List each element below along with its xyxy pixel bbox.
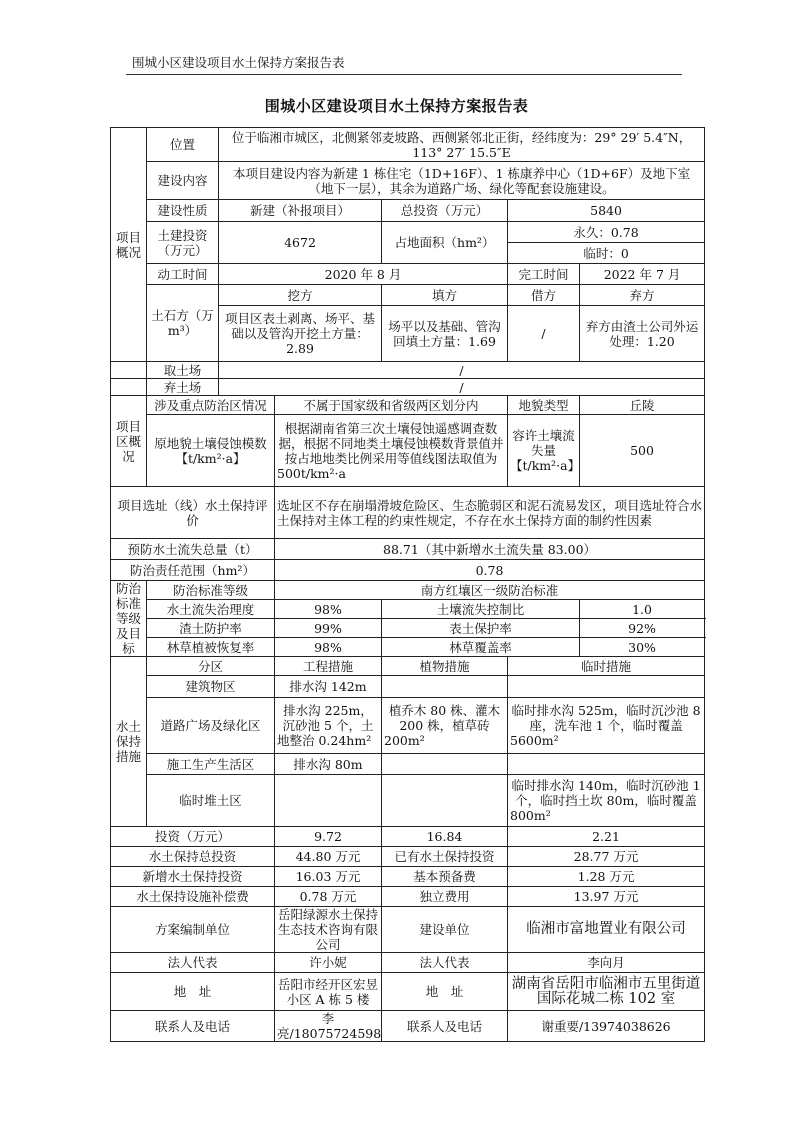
earthwork-label: 土石方（万 m³） bbox=[147, 285, 219, 362]
borrow-label: 借方 bbox=[508, 285, 580, 306]
level-label: 防治标准等级 bbox=[147, 581, 275, 600]
overview-section-cont2 bbox=[111, 379, 147, 396]
spoil-value: 弃方由渣土公司外运处理：1.20 bbox=[580, 306, 705, 362]
civil-invest-value: 4672 bbox=[219, 222, 382, 264]
existing-value: 28.77 万元 bbox=[508, 847, 705, 867]
measure-plant bbox=[382, 676, 508, 698]
borrow-value: / bbox=[508, 306, 580, 362]
measures-h-zone: 分区 bbox=[147, 657, 275, 676]
area-temporary: 临时：0 bbox=[508, 243, 705, 264]
document-title: 围城小区建设项目水土保持方案报告表 bbox=[264, 97, 529, 115]
zone-label: 涉及重点防治区情况 bbox=[147, 396, 275, 415]
measure-temp bbox=[508, 754, 705, 775]
resp-label: 防治责任范围（hm²） bbox=[111, 560, 275, 581]
total-invest-value: 5840 bbox=[508, 200, 705, 222]
std-c: 土壤流失控制比 bbox=[382, 600, 580, 619]
finish-label: 完工时间 bbox=[508, 264, 580, 285]
rep-label: 法人代表 bbox=[111, 953, 275, 973]
cut-label: 挖方 bbox=[219, 285, 382, 306]
landform-value: 丘陵 bbox=[580, 396, 705, 415]
comp-value: 0.78 万元 bbox=[275, 887, 382, 907]
std-a: 渣土防护率 bbox=[147, 619, 275, 638]
start-label: 动工时间 bbox=[147, 264, 219, 285]
loss-label: 预防水土流失总量（t） bbox=[111, 539, 275, 560]
std-a: 林草植被恢复率 bbox=[147, 638, 275, 657]
spoil-site-label: 弃土场 bbox=[147, 379, 219, 396]
addr1-value: 岳阳市经开区宏昱小区 A 栋 5 楼 bbox=[275, 973, 382, 1011]
std-b: 99% bbox=[275, 619, 382, 638]
start-value: 2020 年 8 月 bbox=[219, 264, 508, 285]
nature-value: 新建（补报项目） bbox=[219, 200, 382, 222]
total-value: 44.80 万元 bbox=[275, 847, 382, 867]
nature-label: 建设性质 bbox=[147, 200, 219, 222]
area-info-section-label: 项目区概况 bbox=[111, 396, 147, 487]
measure-eng bbox=[275, 775, 382, 827]
measure-zone: 道路广场及绿化区 bbox=[147, 698, 275, 754]
builder-label: 建设单位 bbox=[382, 907, 508, 953]
standard-section-label: 防治标准等级及目标 bbox=[111, 581, 147, 657]
addr-label: 地 址 bbox=[111, 973, 275, 1011]
measure-temp: 临时排水沟 140m，临时沉砂池 1 个，临时挡土坎 80m，临时覆盖 800m² bbox=[508, 775, 705, 827]
contact1-value: 李亮/18075724598 bbox=[275, 1011, 382, 1042]
addr-label-2: 地 址 bbox=[382, 973, 508, 1011]
site-eval-value: 选址区不存在崩塌滑坡危险区、生态脆弱区和泥石流易发区，项目选址符合水土保持对主体工程的约束性规定，不存在水土保持方面的制约性因素 bbox=[275, 487, 705, 539]
level-value: 南方红壤区一级防治标准 bbox=[275, 581, 705, 600]
civil-invest-label: 土建投资（万元） bbox=[147, 222, 219, 264]
cut-value: 项目区表土剥离、场平、基础以及管沟开挖土方量：2.89 bbox=[219, 306, 382, 362]
compiler-label: 方案编制单位 bbox=[111, 907, 275, 953]
std-d: 92% bbox=[580, 619, 705, 638]
total-label: 水土保持总投资 bbox=[111, 847, 275, 867]
area-permanent: 永久：0.78 bbox=[508, 222, 705, 243]
allow-value: 500 bbox=[580, 415, 705, 487]
borrow-site-label: 取土场 bbox=[147, 362, 219, 379]
invest-plant: 16.84 bbox=[382, 827, 508, 847]
running-header: 围城小区建设项目水土保持方案报告表 bbox=[132, 55, 345, 70]
spoil-label: 弃方 bbox=[580, 285, 705, 306]
std-d: 1.0 bbox=[580, 600, 705, 619]
content-value: 本项目建设内容为新建 1 栋住宅（1D+16F）、1 栋康养中心（1D+6F）及地下室（地下一层），其余为道路广场、绿化等配套设施建设。 bbox=[219, 162, 705, 200]
erosion-label: 原地貌土壤侵蚀模数【t/km²·a】 bbox=[147, 415, 275, 487]
overview-section-label: 项目概况 bbox=[111, 128, 147, 362]
contact-label-2: 联系人及电话 bbox=[382, 1011, 508, 1042]
report-table bbox=[110, 127, 705, 1042]
header-rule bbox=[126, 74, 682, 75]
measure-plant bbox=[382, 775, 508, 827]
std-d: 30% bbox=[580, 638, 705, 657]
measure-eng: 排水沟 142m bbox=[275, 676, 382, 698]
std-a: 水土流失治理度 bbox=[147, 600, 275, 619]
rep-label-2: 法人代表 bbox=[382, 953, 508, 973]
location-value: 位于临湘市城区，北侧紧邻麦坡路、西侧紧邻北正街，经纬度为：29° 29′ 5.4″N，113° 27′ 15.5″E bbox=[219, 128, 705, 162]
reserve-value: 1.28 万元 bbox=[508, 867, 705, 887]
existing-label: 已有水土保持投资 bbox=[382, 847, 508, 867]
spoil-site-value: / bbox=[219, 379, 705, 396]
measure-eng: 排水沟 80m bbox=[275, 754, 382, 775]
resp-value: 0.78 bbox=[275, 560, 705, 581]
total-invest-label: 总投资（万元） bbox=[382, 200, 508, 222]
allow-label: 容许土壤流失量【t/km²·a】 bbox=[508, 415, 580, 487]
rep1-value: 许小妮 bbox=[275, 953, 382, 973]
location-label: 位置 bbox=[147, 128, 219, 162]
borrow-site-value: / bbox=[219, 362, 705, 379]
overview-section-cont bbox=[111, 362, 147, 379]
std-c: 表土保护率 bbox=[382, 619, 580, 638]
invest-temp: 2.21 bbox=[508, 827, 705, 847]
measures-h-temp: 临时措施 bbox=[508, 657, 705, 676]
erosion-value: 根据湖南省第三次土壤侵蚀遥感调查数据，根据不同地类土壤侵蚀模数背景值并按占地地类比例采用等值线图法取值为 500t/km²·a bbox=[275, 415, 508, 487]
std-b: 98% bbox=[275, 638, 382, 657]
measure-zone: 施工生产生活区 bbox=[147, 754, 275, 775]
builder-value: 临湘市富地置业有限公司 bbox=[508, 907, 705, 953]
contact-label: 联系人及电话 bbox=[111, 1011, 275, 1042]
compiler-value: 岳阳绿源水土保持生态技术咨询有限公司 bbox=[275, 907, 382, 953]
finish-value: 2022 年 7 月 bbox=[580, 264, 705, 285]
measure-zone: 建筑物区 bbox=[147, 676, 275, 698]
content-label: 建设内容 bbox=[147, 162, 219, 200]
invest-label: 投资（万元） bbox=[111, 827, 275, 847]
area-label: 占地面积（hm²） bbox=[382, 222, 508, 264]
measures-h-eng: 工程措施 bbox=[275, 657, 382, 676]
invest-eng: 9.72 bbox=[275, 827, 382, 847]
measure-plant bbox=[382, 754, 508, 775]
measure-zone: 临时堆土区 bbox=[147, 775, 275, 827]
indep-label: 独立费用 bbox=[382, 887, 508, 907]
contact2-value: 谢重要/13974038626 bbox=[508, 1011, 705, 1042]
measure-temp bbox=[508, 676, 705, 698]
comp-label: 水土保持设施补偿费 bbox=[111, 887, 275, 907]
landform-label: 地貌类型 bbox=[508, 396, 580, 415]
std-b: 98% bbox=[275, 600, 382, 619]
zone-value: 不属于国家级和省级两区划分内 bbox=[275, 396, 508, 415]
indep-value: 13.97 万元 bbox=[508, 887, 705, 907]
measure-plant: 植乔木 80 株、灌木 200 株，植草砖 200m² bbox=[382, 698, 508, 754]
loss-value: 88.71（其中新增水土流失量 83.00） bbox=[275, 539, 705, 560]
new-label: 新增水土保持投资 bbox=[111, 867, 275, 887]
addr2-value: 湖南省岳阳市临湘市五里街道国际花城二栋 102 室 bbox=[508, 973, 705, 1011]
measure-temp: 临时排水沟 525m，临时沉沙池 8 座，洗车池 1 个，临时覆盖 5600m² bbox=[508, 698, 705, 754]
measures-h-plant: 植物措施 bbox=[382, 657, 508, 676]
fill-value: 场平以及基础、管沟回填土方量：1.69 bbox=[382, 306, 508, 362]
std-c: 林草覆盖率 bbox=[382, 638, 580, 657]
measure-eng: 排水沟 225m，沉砂池 5 个，土地整治 0.24hm² bbox=[275, 698, 382, 754]
new-value: 16.03 万元 bbox=[275, 867, 382, 887]
reserve-label: 基本预备费 bbox=[382, 867, 508, 887]
site-eval-label: 项目选址（线）水土保持评价 bbox=[111, 487, 275, 539]
fill-label: 填方 bbox=[382, 285, 508, 306]
measures-section-label: 水土保持措施 bbox=[111, 657, 147, 827]
rep2-value: 李向月 bbox=[508, 953, 705, 973]
